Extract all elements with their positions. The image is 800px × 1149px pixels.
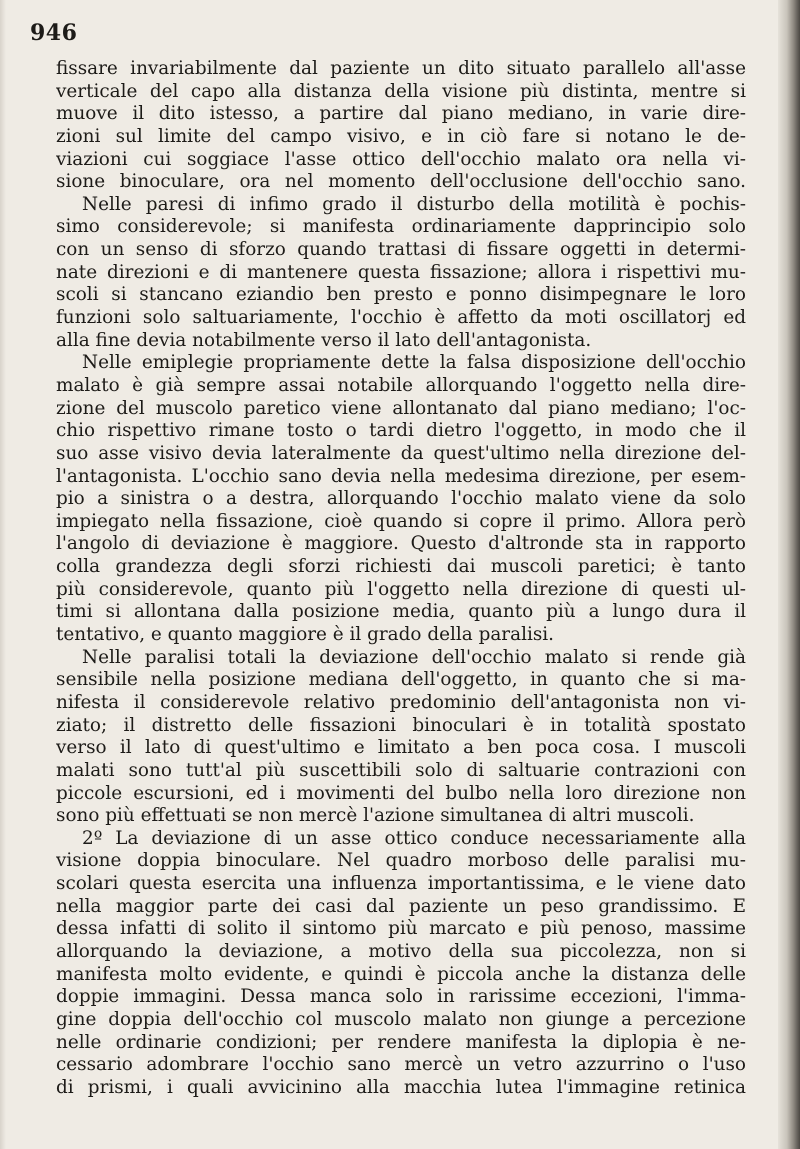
text-line: 2º La deviazione di un asse ottico conduce necessariamente alla xyxy=(82,827,746,849)
text-line: dessa infatti di solito il sintomo più marcato e più penoso, massime xyxy=(56,918,746,940)
page-number: 946 xyxy=(30,20,78,46)
text-line: più considerevole, quanto più l'oggetto nella direzione di questi ul- xyxy=(56,578,746,600)
text-line: l'angolo di deviazione è maggiore. Questo d'altronde sta in rapporto xyxy=(56,533,746,555)
text-line: chio rispettivo rimane tosto o tardi dietro l'oggetto, in modo che il xyxy=(56,420,746,442)
text-line: malato è già sempre assai notabile allorquando l'oggetto nella dire- xyxy=(56,374,746,396)
text-line: verso il lato di quest'ultimo e limitato a ben poca cosa. I muscoli xyxy=(56,737,746,759)
text-line: zione del muscolo paretico viene allontanato dal piano mediano; l'oc- xyxy=(56,397,746,419)
text-line: simo considerevole; si manifesta ordinariamente dapprincipio solo xyxy=(56,216,746,238)
text-line: gine doppia dell'occhio col muscolo malato non giunge a percezione xyxy=(56,1008,746,1030)
text-line: nelle ordinarie condizioni; per rendere manifesta la diplopia è ne- xyxy=(56,1031,746,1053)
text-line: muove il dito istesso, a partire dal piano mediano, in varie dire- xyxy=(56,103,746,125)
text-line: scolari questa esercita una influenza importantissima, e le viene dato xyxy=(56,873,746,895)
text-line: timi si allontana dalla posizione media, quanto più a lungo dura il xyxy=(56,601,746,623)
text-line: nate direzioni e di mantenere questa fissazione; allora i rispettivi mu- xyxy=(56,261,746,283)
text-line: suo asse visivo devia lateralmente da quest'ultimo nella direzione del- xyxy=(56,442,746,464)
page-binding-edge xyxy=(778,0,800,1149)
body-text xyxy=(56,58,746,1099)
text-line: malati sono tutt'al più suscettibili solo di saltuarie contrazioni con xyxy=(56,759,746,781)
text-line: pio a sinistra o a destra, allorquando l'occhio malato viene da solo xyxy=(56,488,746,510)
text-line: doppie immagini. Dessa manca solo in rarissime eccezioni, l'imma- xyxy=(56,986,746,1008)
text-line: sensibile nella posizione mediana dell'oggetto, in quanto che si ma- xyxy=(56,669,746,691)
text-line: sono più effettuati se non mercè l'azione simultanea di altri muscoli. xyxy=(56,805,695,827)
text-line: manifesta molto evidente, e quindi è piccola anche la distanza delle xyxy=(56,963,746,985)
text-line: Nelle paresi di infimo grado il disturbo della motilità è pochis- xyxy=(82,193,746,215)
text-line: con un senso di sforzo quando trattasi di fissare oggetti in determi- xyxy=(56,239,746,261)
text-line: impiegato nella fissazione, cioè quando si copre il primo. Allora però xyxy=(56,510,746,532)
text-line: nifesta il considerevole relativo predominio dell'antagonista non vi- xyxy=(56,691,746,713)
text-line: verticale del capo alla distanza della visione più distinta, mentre si xyxy=(56,80,746,102)
text-line: piccole escursioni, ed i movimenti del bulbo nella loro direzione non xyxy=(56,782,746,804)
text-line: colla grandezza degli sforzi richiesti dai muscoli paretici; è tanto xyxy=(56,556,746,578)
text-line: allorquando la deviazione, a motivo della sua piccolezza, non si xyxy=(56,940,746,962)
text-line: viazioni cui soggiace l'asse ottico dell'occhio malato ora nella vi- xyxy=(56,148,746,170)
text-line: Nelle emiplegie propriamente dette la falsa disposizione dell'occhio xyxy=(82,352,746,374)
text-line: ziato; il distretto delle fissazioni binoculari è in totalità spostato xyxy=(56,714,746,736)
text-line: visione doppia binoculare. Nel quadro morboso delle paralisi mu- xyxy=(56,850,746,872)
text-line: zioni sul limite del campo visivo, e in ciò fare si notano le de- xyxy=(56,125,746,147)
text-line: sione binoculare, ora nel momento dell'occlusione dell'occhio sano. xyxy=(56,171,746,193)
text-line: alla fine devia notabilmente verso il lato dell'antagonista. xyxy=(56,329,592,351)
text-line: Nelle paralisi totali la deviazione dell'occhio malato si rende già xyxy=(82,646,746,668)
text-line: cessario adombrare l'occhio sano mercè un vetro azzurrino o l'uso xyxy=(56,1054,746,1076)
text-line: tentativo, e quanto maggiore è il grado della paralisi. xyxy=(56,624,554,646)
text-line: di prismi, i quali avvicinino alla macchia lutea l'immagine retinica xyxy=(56,1076,746,1098)
text-line: scoli si stancano eziandio ben presto e ponno disimpegnare le loro xyxy=(56,284,746,306)
text-line: funzioni solo saltuariamente, l'occhio è affetto da moti oscillatorj ed xyxy=(56,307,746,329)
text-line: l'antagonista. L'occhio sano devia nella medesima direzione, per esem- xyxy=(56,465,746,487)
text-line: nella maggior parte dei casi dal paziente un peso grandissimo. E xyxy=(56,895,746,917)
text-line: fissare invariabilmente dal paziente un dito situato parallelo all'asse xyxy=(56,58,746,79)
page-left-shadow xyxy=(0,0,6,1149)
